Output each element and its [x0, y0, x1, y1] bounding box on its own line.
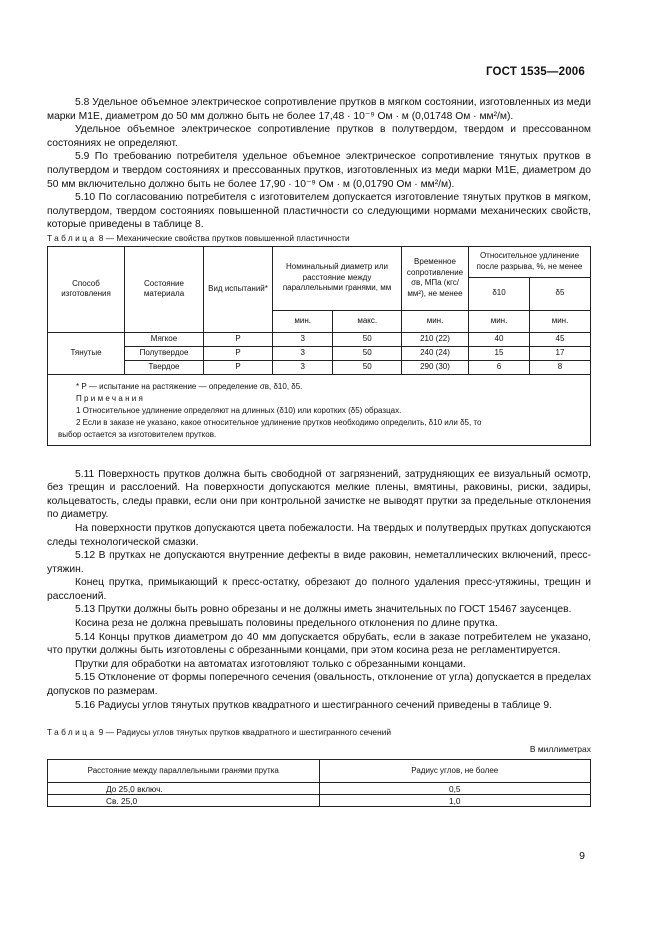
dmin-cell: 3 — [273, 332, 333, 346]
radius-cell: 0,5 — [319, 783, 591, 795]
table-8 — [47, 246, 591, 446]
range-cell: До 25,0 включ. — [48, 783, 320, 795]
col-method-header: Способ изготовления — [48, 246, 125, 332]
paragraph-5-11-cont: На поверхности прутков допускаются цвета побежалости. На твердых и полутвердых прутках допускаются следы технологической смазки. — [47, 522, 591, 548]
test-cell: Р — [204, 346, 273, 360]
paragraph-5-10: 5.10 По согласованию потребителя с изготовителем допускается изготовление тянутых прутков в мягком, полутвердом, твердом состояниях повышенной пластичности со следующими нормами механических свойств, которые приведены в таблице 8. — [47, 192, 591, 231]
d10-cell: 15 — [469, 346, 530, 360]
range-cell: Св. 25,0 — [48, 795, 320, 807]
d10-cell: 6 — [469, 360, 530, 374]
strength-cell: 290 (30) — [402, 360, 469, 374]
table-row — [48, 783, 591, 795]
note-2-cont: выбор остается за изготовителем прутков. — [58, 429, 217, 439]
table-row — [48, 346, 591, 360]
note-1: 1 Относительное удлинение определяют на длинных (δ10) или коротких (δ5) образцах. — [76, 405, 402, 415]
paragraph-5-15: 5.15 Отклонение от формы поперечного сечения (овальность, отклонение от угла) допускается в пределах допусков по размерам. — [47, 672, 591, 698]
page-number: 9 — [579, 850, 585, 862]
document-code: ГОСТ 1535—2006 — [485, 66, 585, 78]
paragraph-5-16: 5.16 Радиусы углов тянутых прутков квадратного и шестигранного сечений приведены в таблице 9. — [75, 699, 552, 711]
method-cell: Тянутые — [48, 332, 125, 374]
table-9 — [47, 759, 591, 807]
note-2: 2 Если в заказе не указано, какое относительное удлинение прутков необходимо определить, δ10 или δ5, то — [76, 417, 482, 427]
state-cell: Мягкое — [125, 332, 204, 346]
paragraph-5-14-cont: Прутки для обработки на автоматах изготовляют только с обрезанными концами. — [75, 658, 466, 670]
col-dmax-header: макс. — [333, 310, 402, 332]
table9-units: В миллиметрах — [529, 743, 591, 754]
table8-notes — [48, 374, 591, 445]
test-cell: Р — [204, 360, 273, 374]
table-row — [48, 795, 591, 807]
col-d5-min-header: мин. — [530, 310, 591, 332]
state-cell: Полутвердое — [125, 346, 204, 360]
dmax-cell: 50 — [333, 360, 402, 374]
col-elongation-header: Относительное удлинение после разрыва, %, не менее — [469, 246, 591, 277]
test-cell: Р — [204, 332, 273, 346]
paragraph-5-12: 5.12 В прутках не допускаются внутренние дефекты в виде раковин, неметаллических включений, пресс-утяжин. — [47, 550, 591, 575]
paragraph-5-9: 5.9 По требованию потребителя удельное объемное электрическое сопротивление тянутых прутков в полутвердом и твердом состояниях и прессованных прутков, изготовленных из меди марки М1Е, диаметром до 50 мм включительно должно быть не более 17,90 · 10⁻⁹ Ом · м (0,01790 Ом · мм²/м). — [47, 151, 591, 190]
paragraph-5-13-cont: Косина реза не должна превышать половины предельного отклонения по длине прутка. — [75, 618, 498, 630]
col-distance-header: Расстояние между параллельными гранями прутка — [48, 760, 320, 783]
d10-cell: 40 — [469, 332, 530, 346]
paragraph-5-11: 5.11 Поверхность прутков должна быть свободной от загрязнений, затрудняющих ее визуальный осмотр, без трещин и расслоений. На поверхности допускаются мелкие плены, вмятины, раковины, риски, задиры, кольцеватость, следы правки, если они при контрольной зачистке не выводят прутки за предельные отклонения по диаметру. — [47, 468, 591, 521]
col-strength-min-header: мин. — [402, 310, 469, 332]
page-content — [47, 96, 591, 807]
col-radius-header: Радиус углов, не более — [319, 760, 591, 783]
dmax-cell: 50 — [333, 346, 402, 360]
dmin-cell: 3 — [273, 346, 333, 360]
table9-caption: Таблица 9 — Радиусы углов тянутых прутков квадратного и шестигранного сечений — [47, 727, 392, 738]
paragraph-5-14: 5.14 Концы прутков диаметром до 40 мм допускается обрубать, если в заказе потребителем не указано, что прутки должны быть изготовлены с обрезанными концами, при этом косина реза не регламентируется. — [47, 631, 591, 657]
table-row — [48, 360, 591, 374]
strength-cell: 210 (22) — [402, 332, 469, 346]
col-d10-min-header: мин. — [469, 310, 530, 332]
strength-cell: 240 (24) — [402, 346, 469, 360]
dmin-cell: 3 — [273, 360, 333, 374]
paragraph-5-8-cont: Удельное объемное электрическое сопротивление прутков в полутвердом, твердом и прессованном состояниях не определяют. — [47, 124, 591, 149]
d5-cell: 8 — [530, 360, 591, 374]
col-strength-header: Временное сопротивление σв, МПа (кгс/мм²), не менее — [402, 246, 469, 310]
col-test-header: Вид испытаний* — [204, 246, 273, 332]
table-row — [48, 332, 591, 346]
col-d10-header: δ10 — [469, 277, 530, 310]
col-d5-header: δ5 — [530, 277, 591, 310]
col-dmin-header: мин. — [273, 310, 333, 332]
col-diameter-header: Номинальный диаметр или расстояние между параллельными гранями, мм — [273, 246, 402, 310]
paragraph-5-13: 5.13 Прутки должны быть ровно обрезаны и не должны иметь значительных по ГОСТ 15467 заусенцев. — [75, 604, 572, 616]
dmax-cell: 50 — [333, 332, 402, 346]
state-cell: Твердое — [125, 360, 204, 374]
d5-cell: 17 — [530, 346, 591, 360]
col-state-header: Состояние материала — [125, 246, 204, 332]
radius-cell: 1,0 — [319, 795, 591, 807]
table8-caption: Таблица 8 — Механические свойства прутков повышенной пластичности — [47, 232, 350, 243]
paragraph-5-12-cont: Конец прутка, примыкающий к пресс-остатку, обрезают до полного удаления пресс-утяжины, трещин и расслоений. — [47, 577, 591, 602]
notes-title: Примечания — [76, 393, 146, 403]
paragraph-5-8: 5.8 Удельное объемное электрическое сопротивление прутков в мягком состоянии, изготовленных из меди марки М1Е, диаметром до 50 мм должно быть не более 17,48 · 10⁻⁹ Ом · м (0,01748 Ом · мм²/м). — [47, 97, 591, 122]
d5-cell: 45 — [530, 332, 591, 346]
table8-footnote: * Р — испытание на растяжение — определение σв, δ10, δ5. — [76, 381, 303, 391]
